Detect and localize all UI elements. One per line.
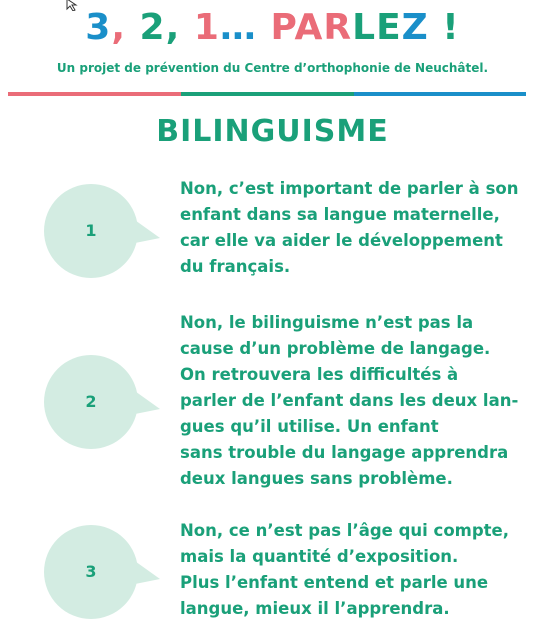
item-number: 2: [85, 392, 97, 411]
title-fragment: PAR: [270, 7, 353, 48]
divider-segment-green: [181, 92, 354, 96]
title-fragment: …: [219, 7, 271, 48]
speech-bubble: [44, 355, 164, 449]
speech-bubble: [44, 184, 164, 278]
title-fragment: 1: [193, 7, 220, 48]
answer-text: Non, c’est important de parler à son enfant dans sa langue maternelle, car elle va aider le développement du français.: [180, 179, 519, 276]
item-number: 3: [85, 562, 97, 581]
title-fragment: L: [352, 7, 377, 48]
title-fragment: Z: [401, 7, 429, 48]
title-fragment: 3: [85, 7, 112, 48]
subtitle: Un projet de prévention du Centre d’orthophonie de Neuchâtel.: [56, 61, 489, 75]
title-fragment: E: [376, 7, 402, 48]
title-fragment: ,: [111, 7, 140, 48]
campaign-title: [0, 6, 545, 50]
answer-text: Non, le bilinguisme n’est pas la cause d’un problème de langage. On retrouvera les difficultés à parler de l’enfant dans les deux lan- gues qu’il utilise. Un enfant sans trouble du langage apprendra deux langues sans problème.: [180, 313, 519, 488]
speech-bubble: [44, 525, 164, 619]
page-title: BILINGUISME: [156, 114, 389, 149]
answer-text: Non, ce n’est pas l’âge qui compte, mais la quantité d’exposition. Plus l’enfant entend et parle une langue, mieux il l’apprendra.: [180, 521, 510, 618]
title-fragment: ,: [165, 7, 194, 48]
tricolor-divider: [8, 92, 526, 96]
item-number: 1: [85, 221, 97, 240]
divider-segment-blue: [354, 92, 526, 96]
divider-segment-pink: [8, 92, 181, 96]
title-fragment: !: [428, 7, 460, 48]
title-fragment: 2: [139, 7, 166, 48]
